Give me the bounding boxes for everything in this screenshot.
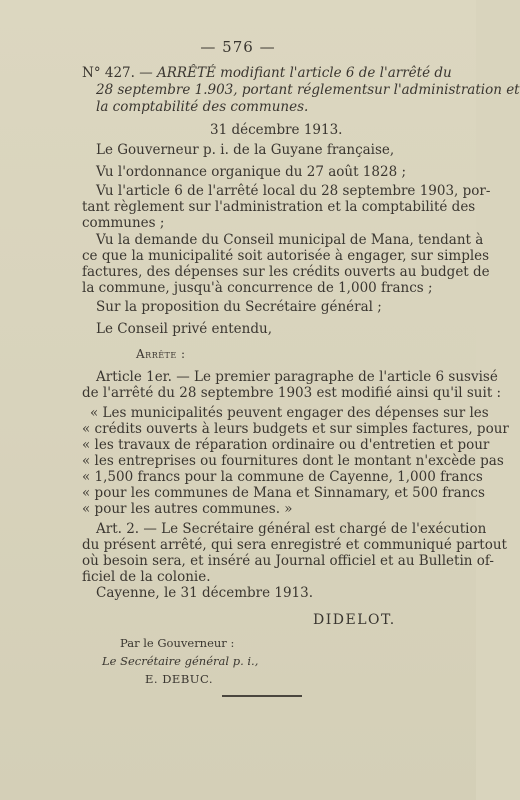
secretaire-general: Le Secrétaire général p. i., xyxy=(102,654,259,668)
signature-didelot: DIDELOT. xyxy=(313,612,396,628)
decree-date: 31 décembre 1913. xyxy=(210,122,343,138)
gouverneur-line: Le Gouverneur p. i. de la Guyane française, xyxy=(96,142,395,158)
decree-title-line-2: 28 septembre 1.903, portant réglementsur l'administration et xyxy=(96,82,520,98)
quote-line-1: « Les municipalités peuvent engager des dépenses sur les xyxy=(90,405,489,421)
par-le-gouverneur: Par le Gouverneur : xyxy=(120,636,235,650)
conseil-line: Le Conseil privé entendu, xyxy=(96,321,272,337)
decree-number-line xyxy=(82,64,452,82)
decree-number: N° 427. xyxy=(82,65,135,81)
quote-line-4: « les entreprises ou fournitures dont le montant n'excède pas xyxy=(82,453,504,469)
vu-demande-line-1: Vu la demande du Conseil municipal de Mana, tendant à xyxy=(96,232,484,248)
vu-demande-line-2: ce que la municipalité soit autorisée à engager, sur simples xyxy=(82,248,490,264)
proposition-line: Sur la proposition du Secrétaire général ; xyxy=(96,299,382,315)
vu-article-line-1: Vu l'article 6 de l'arrêté local du 28 septembre 1903, por- xyxy=(96,183,491,199)
article-2-line-2: du présent arrêté, qui sera enregistré et communiqué partout xyxy=(82,537,507,553)
article-2-line-4: ficiel de la colonie. xyxy=(82,569,211,585)
signature-debuc: E. DEBUC. xyxy=(145,672,214,686)
article-1-line-2: de l'arrêté du 28 septembre 1903 est modifié ainsi qu'il suit : xyxy=(82,385,502,401)
quote-line-5: « 1,500 francs pour la commune de Cayenne, 1,000 francs xyxy=(82,469,483,485)
decree-title-line-1: — ARRÊTÉ modifiant l'article 6 de l'arrêté du xyxy=(139,65,452,81)
closing-rule xyxy=(222,695,302,697)
vu-demande-line-4: la commune, jusqu'à concurrence de 1,000 francs ; xyxy=(82,280,433,296)
vu-article-line-2: tant règlement sur l'administration et la comptabilité des xyxy=(82,199,476,215)
vu-ordonnance: Vu l'ordonnance organique du 27 août 1828 ; xyxy=(96,164,407,180)
quote-line-2: « crédits ouverts à leurs budgets et sur simples factures, pour xyxy=(82,421,509,437)
decree-title-line-3: la comptabilité des communes. xyxy=(96,99,309,115)
place-date: Cayenne, le 31 décembre 1913. xyxy=(96,585,314,601)
arrete-heading: Arrête : xyxy=(136,347,186,361)
quote-line-7: « pour les autres communes. » xyxy=(82,501,293,517)
article-2-line-3: où besoin sera, et inséré au Journal officiel et au Bulletin of- xyxy=(82,553,494,569)
article-1-line-1: Article 1er. — Le premier paragraphe de l'article 6 susvisé xyxy=(96,369,498,385)
quote-line-6: « pour les communes de Mana et Sinnamary, et 500 francs xyxy=(82,485,485,501)
vu-article-line-3: communes ; xyxy=(82,215,165,231)
page-number: — 576 — xyxy=(200,38,276,56)
vu-demande-line-3: factures, des dépenses sur les crédits ouverts au budget de xyxy=(82,264,490,280)
article-2-line-1: Art. 2. — Le Secrétaire général est chargé de l'exécution xyxy=(96,521,487,537)
quote-line-3: « les travaux de réparation ordinaire ou d'entretien et pour xyxy=(82,437,490,453)
